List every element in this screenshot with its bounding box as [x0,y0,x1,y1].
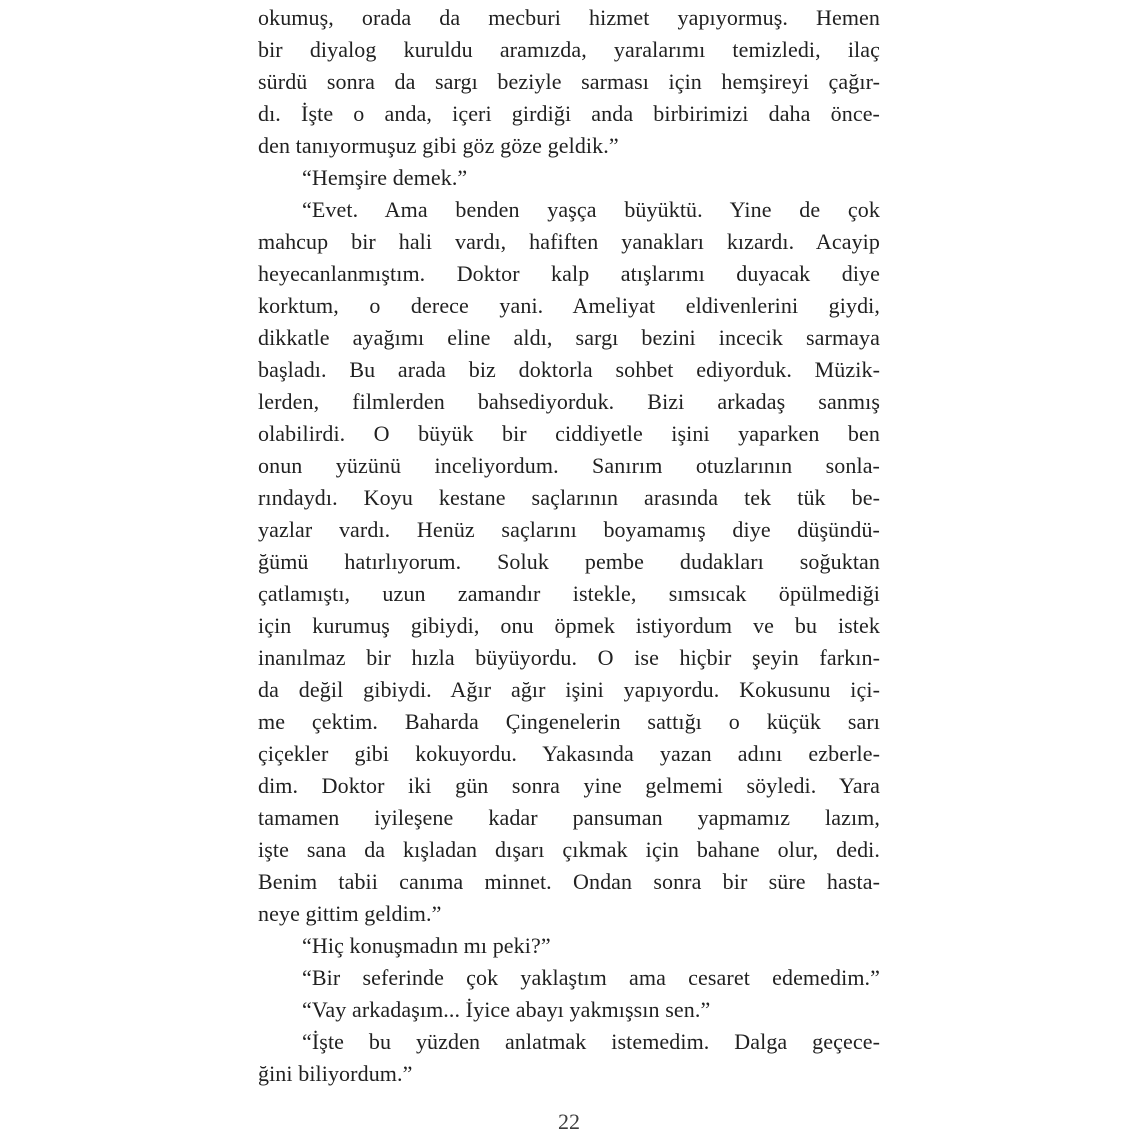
text-line: “Bir seferinde çok yaklaştım ama cesaret edemedim.” [302,965,880,990]
text-line: Benim tabii canıma minnet. Ondan sonra bir süre hasta- [258,869,880,894]
text-line: korktum, o derece yani. Ameliyat eldivenlerini giydi, [258,293,880,318]
text-line: yazlar vardı. Henüz saçlarını boyamamış diye düşündü- [258,517,880,542]
text-line: dikkatle ayağımı eline aldı, sargı bezini incecik sarmaya [258,325,880,350]
text-line: rındaydı. Koyu kestane saçlarının arasında tek tük be- [258,485,880,510]
text-line: çatlamıştı, uzun zamandır istekle, sımsıcak öpülmediği [258,581,880,606]
text-line: çiçekler gibi kokuyordu. Yakasında yazan adını ezberle- [258,741,880,766]
text-line: mahcup bir hali vardı, hafiften yanakları kızardı. Acayip [258,229,880,254]
page-number: 22 [558,1109,580,1134]
text-line: “Hemşire demek.” [302,165,468,190]
text-line: “Vay arkadaşım... İyice abayı yakmışsın sen.” [302,997,711,1022]
text-line: ğini biliyordum.” [258,1061,413,1086]
text-line: okumuş, orada da mecburi hizmet yapıyormuş. Hemen [258,5,880,30]
text-line: için kurumuş gibiydi, onu öpmek istiyordum ve bu istek [258,613,880,638]
text-line: işte sana da kışladan dışarı çıkmak için bahane olur, dedi. [258,837,880,862]
text-line: tamamen iyileşene kadar pansuman yapmamız lazım, [258,805,880,830]
body-text [258,2,880,1090]
text-line: ğümü hatırlıyorum. Soluk pembe dudakları soğuktan [258,549,880,574]
text-line: lerden, filmlerden bahsediyorduk. Bizi arkadaş sanmış [258,389,880,414]
text-line: “Evet. Ama benden yaşça büyüktü. Yine de çok [302,197,880,222]
text-line: onun yüzünü inceliyordum. Sanırım otuzlarının sonla- [258,453,880,478]
text-line: bir diyalog kuruldu aramızda, yaralarımı temizledi, ilaç [258,37,880,62]
text-line: den tanıyormuşuz gibi göz göze geldik.” [258,133,619,158]
text-line: me çektim. Baharda Çingenelerin sattığı o küçük sarı [258,709,880,734]
text-line: heyecanlanmıştım. Doktor kalp atışlarımı duyacak diye [258,261,880,286]
text-line: sürdü sonra da sargı beziyle sarması için hemşireyi çağır- [258,69,880,94]
text-line: neye gittim geldim.” [258,901,442,926]
text-line: “İşte bu yüzden anlatmak istemedim. Dalga geçece- [302,1029,880,1054]
text-line: da değil gibiydi. Ağır ağır işini yapıyordu. Kokusunu içi- [258,677,880,702]
text-line: inanılmaz bir hızla büyüyordu. O ise hiçbir şeyin farkın- [258,645,880,670]
text-line: dı. İşte o anda, içeri girdiği anda birbirimizi daha önce- [258,101,880,126]
text-line: başladı. Bu arada biz doktorla sohbet ediyorduk. Müzik- [258,357,880,382]
text-line: dim. Doktor iki gün sonra yine gelmemi söyledi. Yara [258,773,880,798]
text-line: “Hiç konuşmadın mı peki?” [302,933,551,958]
text-line: olabilirdi. O büyük bir ciddiyetle işini yaparken ben [258,421,880,446]
